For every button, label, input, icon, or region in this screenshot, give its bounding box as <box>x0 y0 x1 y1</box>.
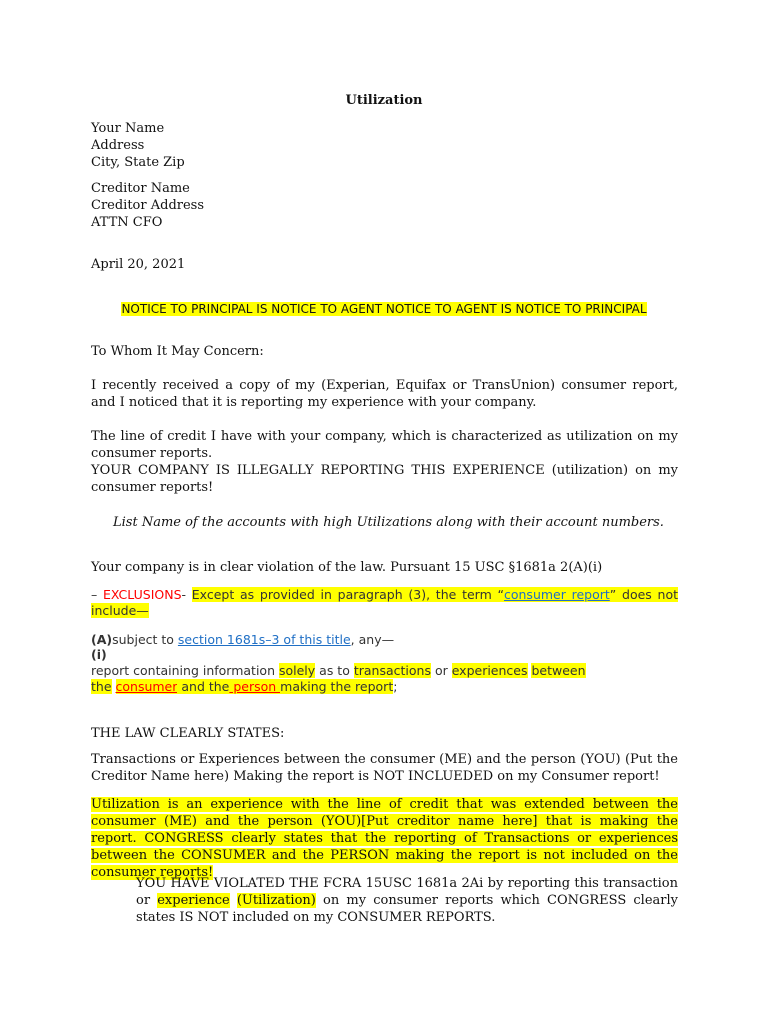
notice-banner <box>0 301 768 318</box>
paragraph-report: I recently received a copy of my (Experian, Equifax or TransUnion) consumer report, and I noticed that it is reporting my experience with your company. <box>91 378 678 410</box>
sender-address <box>91 120 678 171</box>
exclusions-text-post: ” does not include— <box>91 587 679 618</box>
exclusions-sep: - <box>181 587 192 602</box>
paragraph-credit-line <box>91 428 678 496</box>
clause-a-label: (A) <box>91 632 113 647</box>
recipient-name: Creditor Name <box>91 181 190 196</box>
recipient-address <box>91 180 678 231</box>
making-report-highlight: making the report <box>280 679 394 694</box>
exclusions-paragraph <box>91 587 678 619</box>
person-link[interactable]: person <box>229 679 281 694</box>
consumer-link[interactable]: consumer <box>115 679 178 694</box>
notice-text: NOTICE TO PRINCIPAL IS NOTICE TO AGENT NOTICE TO AGENT IS NOTICE TO PRINCIPAL <box>121 302 647 316</box>
experiences-highlight: experiences <box>451 663 528 678</box>
clause-i-line2 <box>91 679 678 695</box>
between-highlight: between <box>531 663 586 678</box>
sender-street: Address <box>91 138 145 153</box>
document-title: Utilization <box>345 93 423 108</box>
paragraph-credit-line-b: YOUR COMPANY IS ILLEGALLY REPORTING THIS EXPERIENCE (utilization) on my consumer reports! <box>91 463 678 495</box>
recipient-attn: ATTN CFO <box>91 215 163 230</box>
clause-i-end: ; <box>393 679 398 694</box>
paragraph-violation <box>136 875 678 926</box>
paragraph-utilization <box>91 796 678 881</box>
experience-highlight: experience <box>157 893 230 908</box>
accounts-list-note: List Name of the accounts with high Utilizations along with their account numbers. <box>113 515 664 530</box>
exclusions-dash: – <box>91 587 103 602</box>
law-heading: THE LAW CLEARLY STATES: <box>91 726 285 741</box>
clause-a-post: , any— <box>350 632 395 647</box>
sender-city: City, State Zip <box>91 155 185 170</box>
utilization-highlight: (Utilization) <box>236 893 316 908</box>
violation-space <box>230 893 237 908</box>
paragraph-utilization-text: Utilization is an experience with the line of credit that was extended between the consumer (ME) and the person (YOU)[Put creditor name here] that is making the report. CONGRESS clearly states that the reporting of Transactions or experiences between the CONSUMER and the PERSON making the report is not included on the consumer reports! <box>91 797 678 880</box>
clause-i-or: or <box>430 663 452 678</box>
violation-statement: Your company is in clear violation of the law. Pursuant 15 USC §1681a 2(A)(i) <box>91 560 603 575</box>
clause-a-pre: subject to <box>112 632 178 647</box>
clause-i-label: (i) <box>91 647 107 662</box>
clause-i <box>91 647 678 695</box>
clause-i-text-2: as to <box>315 663 354 678</box>
letter-date: April 20, 2021 <box>91 257 186 272</box>
salutation: To Whom It May Concern: <box>91 344 264 359</box>
recipient-street: Creditor Address <box>91 198 205 213</box>
consumer-report-link[interactable]: consumer report <box>503 587 610 602</box>
section-1681s-3-link[interactable]: section 1681s–3 of this title <box>177 632 351 647</box>
clause-a <box>91 632 678 648</box>
and-the-highlight: and the <box>177 679 230 694</box>
sender-name: Your Name <box>91 121 165 136</box>
violation-text-2: on my consumer reports which CONGRESS clearly states IS NOT included on my CONSUMER REPORTS. <box>136 893 678 925</box>
solely-highlight: solely <box>278 663 316 678</box>
violation-text-1: YOU HAVE VIOLATED THE FCRA 15USC 1681a 2Ai by reporting this transaction or <box>136 876 678 908</box>
clause-i-line1 <box>91 663 678 679</box>
exclusions-text-pre: Except as provided in paragraph (3), the term “ <box>191 587 504 602</box>
paragraph-credit-line-a: The line of credit I have with your company, which is characterized as utilization on my consumer reports. <box>91 429 678 461</box>
the-highlight: the <box>91 679 112 694</box>
clause-i-text-1: report containing information <box>91 663 279 678</box>
exclusions-label: EXCLUSIONS <box>103 587 182 602</box>
transactions-highlight: transactions <box>353 663 431 678</box>
paragraph-transactions: Transactions or Experiences between the consumer (ME) and the person (YOU) (Put the Creditor Name here) Making the report is NOT INCLUEDED on my Consumer report! <box>91 752 678 784</box>
